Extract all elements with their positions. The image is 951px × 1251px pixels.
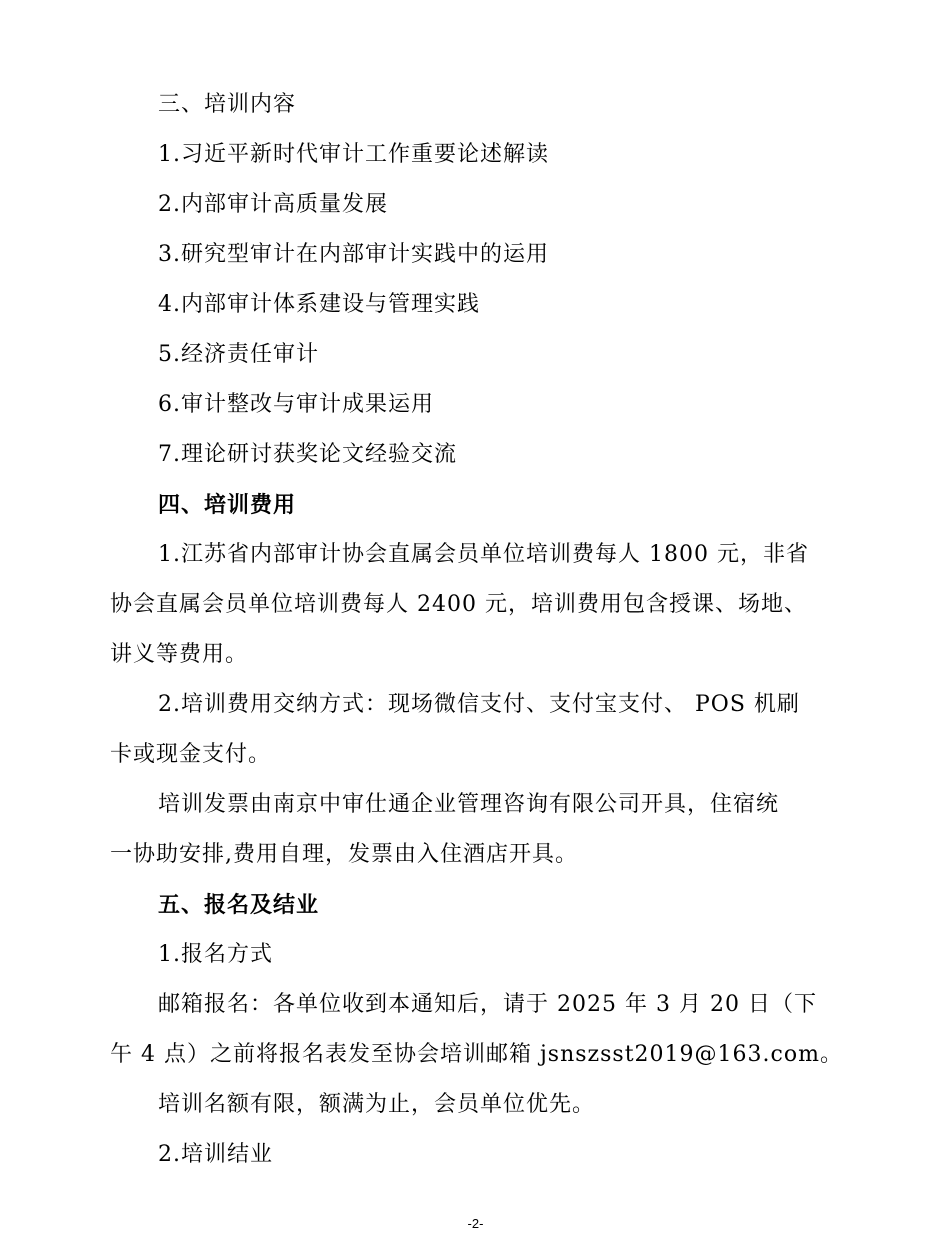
paragraph-line: 1.江苏省内部审计协会直属会员单位培训费每人 1800 元，非省 <box>158 542 809 567</box>
paragraph-line-with-email: 午 4 点）之前将报名表发至协会培训邮箱 jsnszsst2019@163.com。 <box>110 1042 843 1067</box>
paragraph-line: 协会直属会员单位培训费每人 2400 元，培训费用包含授课、场地、 <box>110 592 807 617</box>
list-item: 7.理论研讨获奖论文经验交流 <box>158 442 457 467</box>
section-heading-registration: 五、报名及结业 <box>158 892 320 918</box>
list-item: 2.内部审计高质量发展 <box>158 192 388 217</box>
list-item: 5.经济责任审计 <box>158 342 319 367</box>
page-number: -2- <box>467 1216 484 1231</box>
list-item: 1.习近平新时代审计工作重要论述解读 <box>158 142 549 167</box>
sub-heading-registration-method: 1.报名方式 <box>158 942 273 967</box>
paragraph-line: 讲义等费用。 <box>110 642 249 667</box>
paragraph-line: 邮箱报名：各单位收到本通知后，请于 2025 年 3 月 20 日（下 <box>158 992 817 1017</box>
paragraph-line: 一协助安排,费用自理，发票由入住酒店开具。 <box>110 842 578 867</box>
section-heading-training-fees: 四、培训费用 <box>158 492 297 518</box>
section-heading-training-content: 三、培训内容 <box>158 92 297 117</box>
paragraph-line: 2.培训费用交纳方式：现场微信支付、支付宝支付、 POS 机刷 <box>158 692 800 717</box>
list-item: 3.研究型审计在内部审计实践中的运用 <box>158 242 549 267</box>
paragraph-line: 培训发票由南京中审仕通企业管理咨询有限公司开具，住宿统 <box>158 792 780 817</box>
paragraph-line: 培训名额有限，额满为止，会员单位优先。 <box>158 1092 596 1117</box>
list-item: 6.审计整改与审计成果运用 <box>158 392 434 417</box>
paragraph-line: 卡或现金支付。 <box>110 742 272 767</box>
sub-heading-completion: 2.培训结业 <box>158 1142 273 1167</box>
list-item: 4.内部审计体系建设与管理实践 <box>158 292 480 317</box>
